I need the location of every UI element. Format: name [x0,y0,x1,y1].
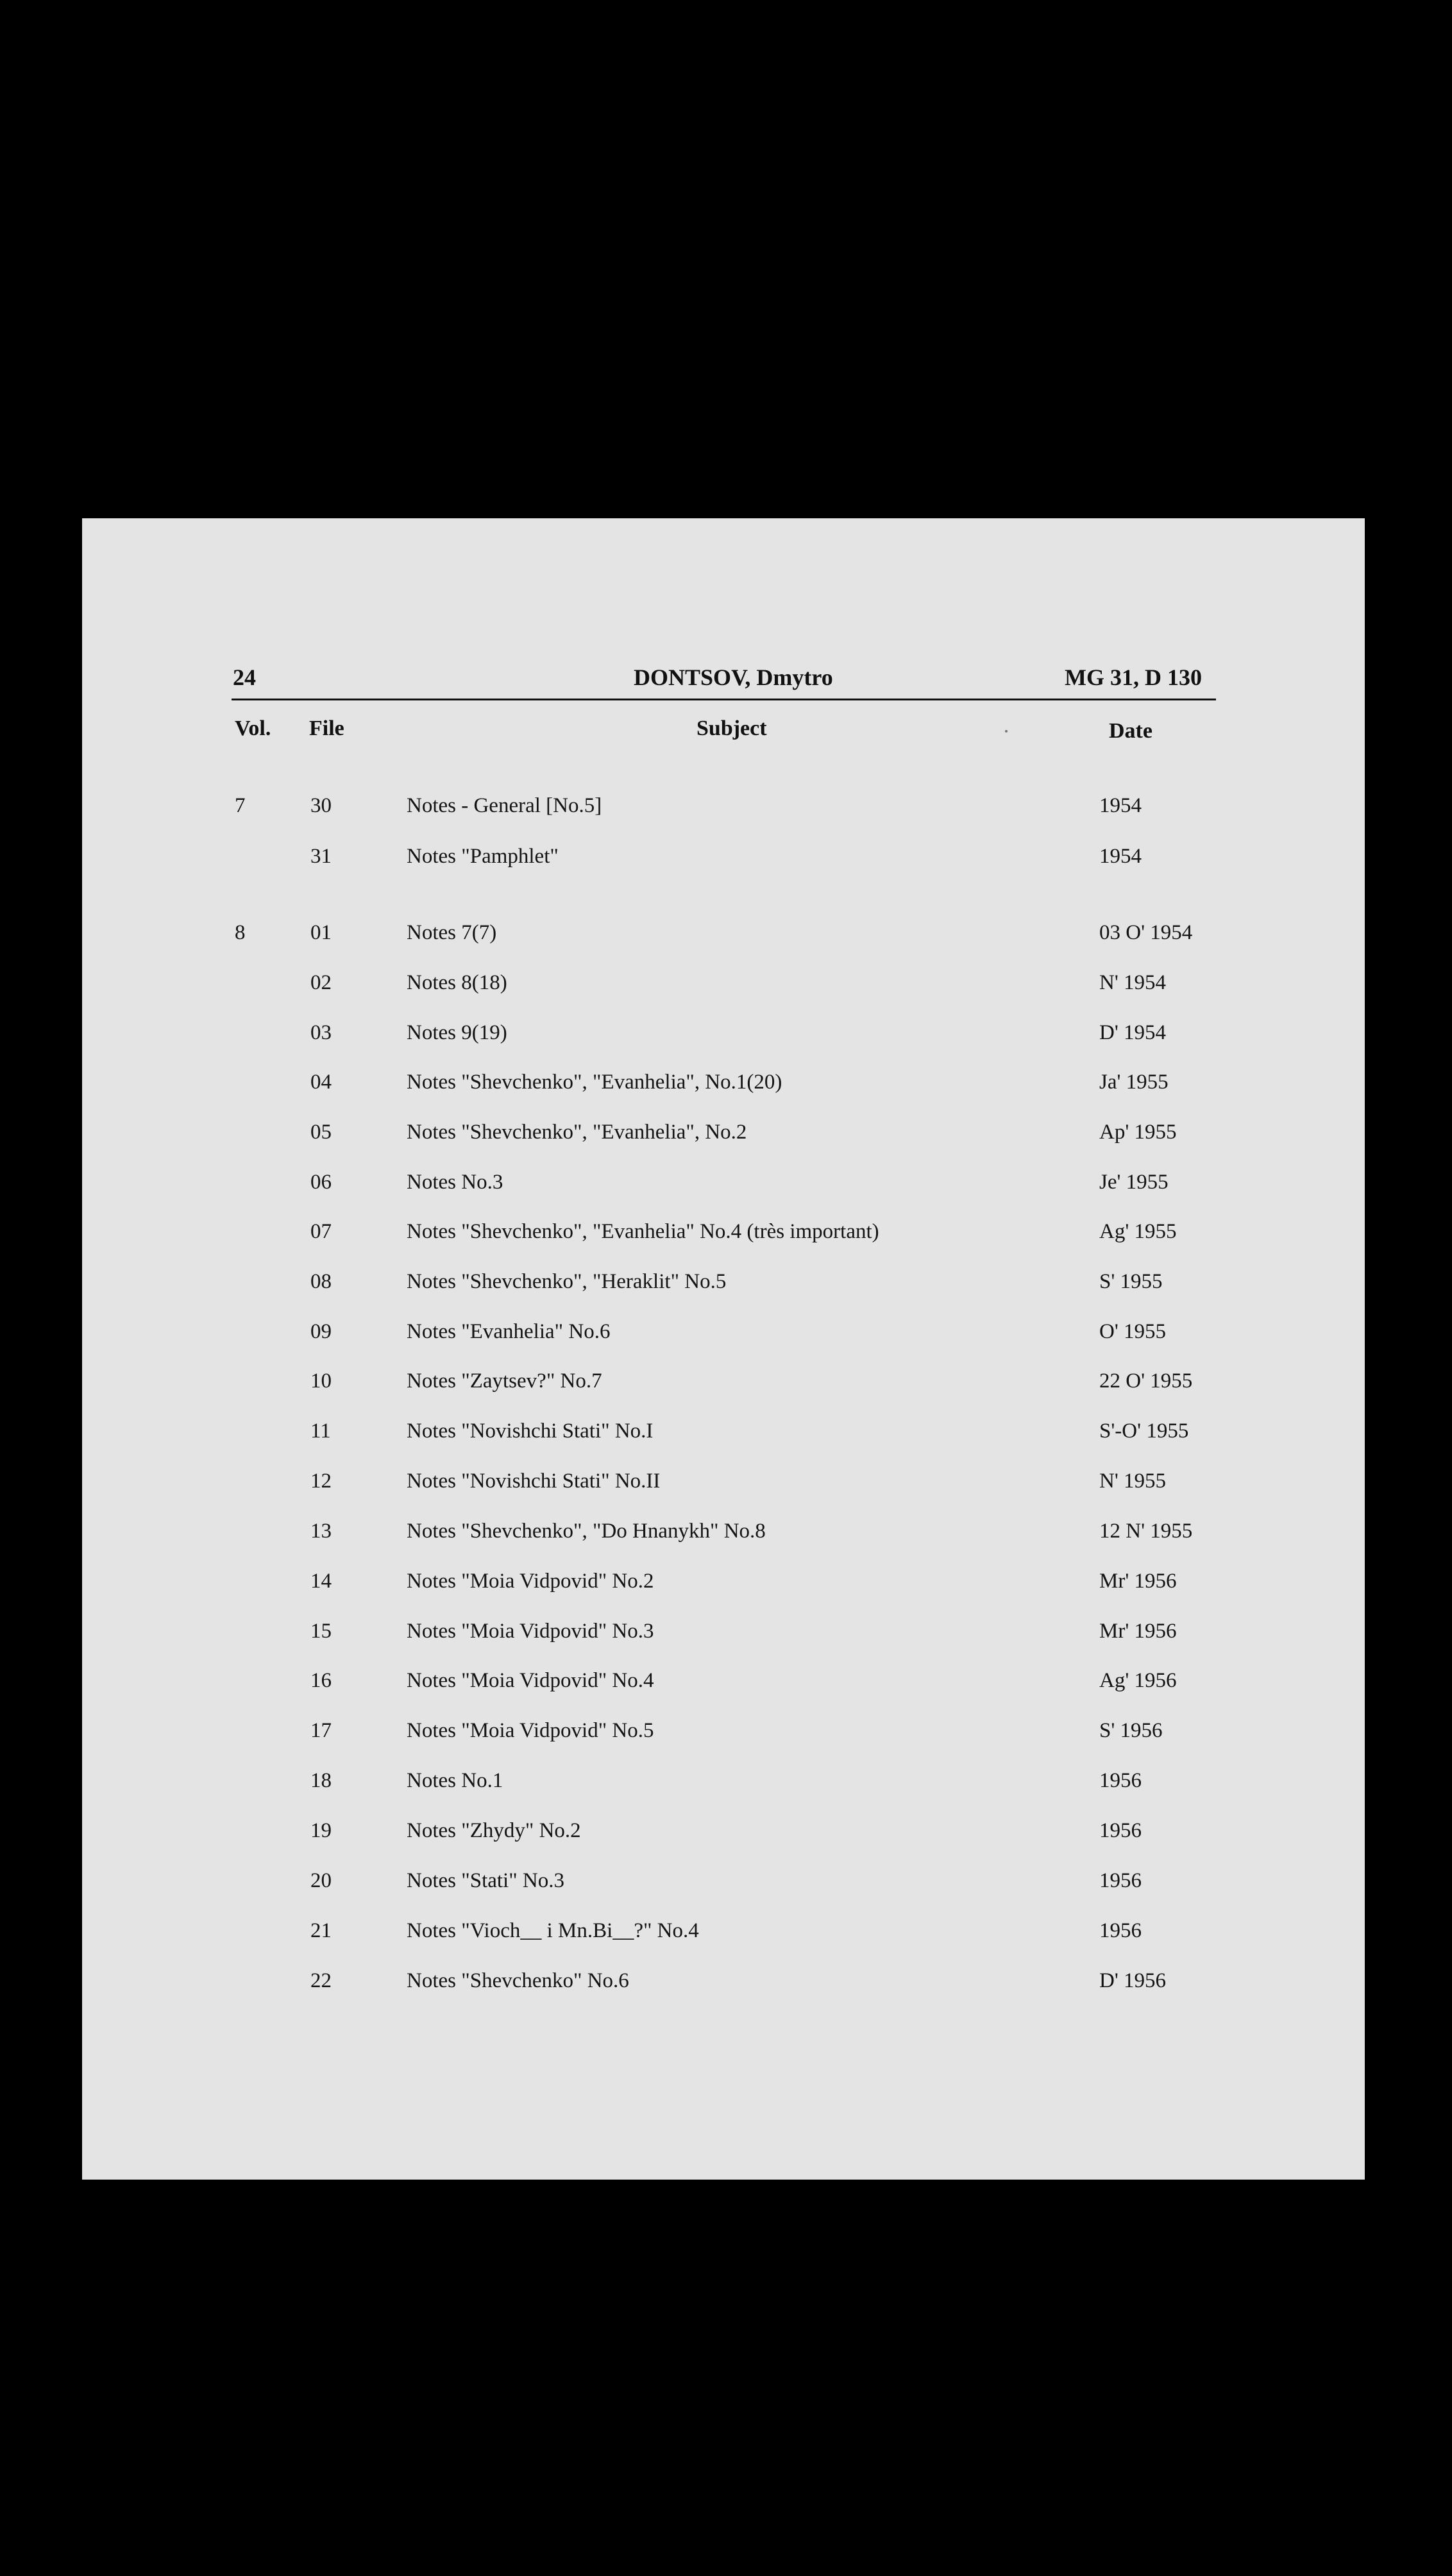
row-date: S' 1956 [1099,1719,1163,1742]
row-date: N' 1955 [1099,1470,1167,1493]
row-file: 02 [310,971,332,994]
row-subject: Notes No.3 [407,1171,503,1194]
row-file: 31 [310,845,332,868]
table-row [82,1467,1365,1495]
row-subject: Notes "Moia Vidpovid" No.5 [407,1719,654,1742]
row-subject: Notes "Zaytsev?" No.7 [407,1369,602,1393]
row-subject: Notes 7(7) [407,921,497,944]
row-subject: Notes "Vioch__ i Mn.Bi__?" No.4 [407,1919,699,1942]
row-file: 03 [310,1021,332,1044]
table-row [82,1567,1365,1595]
row-date: Ag' 1955 [1099,1220,1177,1243]
page-title: DONTSOV, Dmytro [634,665,833,690]
row-date: Mr' 1956 [1099,1620,1177,1643]
table-row [82,969,1365,997]
row-date: Je' 1955 [1099,1171,1169,1194]
row-date: S'-O' 1955 [1099,1419,1189,1443]
row-file: 05 [310,1121,332,1144]
row-subject: Notes "Shevchenko", "Evanhelia" No.4 (très important) [407,1220,879,1243]
row-file: 08 [310,1270,332,1293]
row-date: 1956 [1099,1869,1142,1892]
table-row [82,1417,1365,1445]
row-subject: Notes 8(18) [407,971,507,994]
row-date: 1954 [1099,845,1142,868]
row-file: 20 [310,1869,332,1892]
row-file: 07 [310,1220,332,1243]
row-subject: Notes "Shevchenko", "Do Hnanykh" No.8 [407,1520,766,1543]
row-file: 06 [310,1171,332,1194]
row-subject: Notes "Shevchenko" No.6 [407,1969,629,1992]
row-vol: 8 [235,921,246,944]
archive-reference: MG 31, D 130 [1065,665,1202,690]
row-date: N' 1954 [1099,971,1167,994]
row-file: 22 [310,1969,332,1992]
row-subject: Notes "Moia Vidpovid" No.4 [407,1669,654,1692]
row-file: 09 [310,1320,332,1343]
table-row [82,1767,1365,1795]
table-row [82,1967,1365,1995]
row-subject: Notes "Shevchenko", "Evanhelia", No.1(20) [407,1071,782,1094]
column-header-vol: Vol. [235,716,271,740]
table-row [82,1168,1365,1196]
row-subject: Notes "Moia Vidpovid" No.3 [407,1620,654,1643]
row-subject: Notes No.1 [407,1769,503,1792]
row-date: D' 1956 [1099,1969,1167,1992]
row-subject: Notes "Stati" No.3 [407,1869,565,1892]
table-row [82,1917,1365,1945]
row-file: 14 [310,1570,332,1593]
row-date: Ja' 1955 [1099,1071,1169,1094]
row-file: 17 [310,1719,332,1742]
row-file: 04 [310,1071,332,1094]
row-subject: Notes - General [No.5] [407,794,602,817]
row-date: 1956 [1099,1819,1142,1842]
row-date: O' 1955 [1099,1320,1167,1343]
table-row [82,1267,1365,1296]
table-row [82,1118,1365,1146]
column-header-date: Date [1109,719,1152,743]
row-date: Mr' 1956 [1099,1570,1177,1593]
row-subject: Notes "Evanhelia" No.6 [407,1320,611,1343]
row-date: Ap' 1955 [1099,1121,1177,1144]
table-row [82,1367,1365,1395]
row-date: Ag' 1956 [1099,1669,1177,1692]
row-file: 30 [310,794,332,817]
row-file: 15 [310,1620,332,1643]
page-number: 24 [233,665,256,690]
row-subject: Notes "Pamphlet" [407,845,559,868]
row-file: 18 [310,1769,332,1792]
row-date: S' 1955 [1099,1270,1163,1293]
table-row [82,1666,1365,1695]
row-file: 21 [310,1919,332,1942]
table-row [82,1517,1365,1545]
header-rule [232,699,1216,700]
row-subject: Notes "Novishchi Stati" No.I [407,1419,654,1443]
row-file: 16 [310,1669,332,1692]
row-subject: Notes "Moia Vidpovid" No.2 [407,1570,654,1593]
table-row [82,1617,1365,1645]
row-date: 22 O' 1955 [1099,1369,1193,1393]
row-date: 1956 [1099,1919,1142,1942]
table-row [82,842,1365,870]
row-subject: Notes "Novishchi Stati" No.II [407,1470,661,1493]
table-row [82,792,1365,820]
table-row [82,1217,1365,1246]
row-file: 01 [310,921,332,944]
table-row [82,1817,1365,1845]
table-row [82,1716,1365,1745]
column-header-file: File [309,716,344,740]
scanned-page [82,518,1365,2180]
table-row [82,1019,1365,1047]
row-subject: Notes "Zhydy" No.2 [407,1819,581,1842]
row-file: 11 [310,1419,331,1443]
row-date: 1956 [1099,1769,1142,1792]
row-date: 12 N' 1955 [1099,1520,1193,1543]
row-subject: Notes "Shevchenko", "Evanhelia", No.2 [407,1121,747,1144]
row-file: 19 [310,1819,332,1842]
row-date: D' 1954 [1099,1021,1167,1044]
column-header-subject: Subject [696,716,767,740]
table-row [82,1318,1365,1346]
row-file: 13 [310,1520,332,1543]
table-row [82,1068,1365,1096]
row-subject: Notes 9(19) [407,1021,507,1044]
row-date: 1954 [1099,794,1142,817]
table-row [82,919,1365,947]
row-file: 12 [310,1470,332,1493]
table-row [82,1867,1365,1895]
row-subject: Notes "Shevchenko", "Heraklit" No.5 [407,1270,727,1293]
row-vol: 7 [235,794,246,817]
row-date: 03 O' 1954 [1099,921,1193,944]
scan-speck [1005,730,1008,733]
row-file: 10 [310,1369,332,1393]
